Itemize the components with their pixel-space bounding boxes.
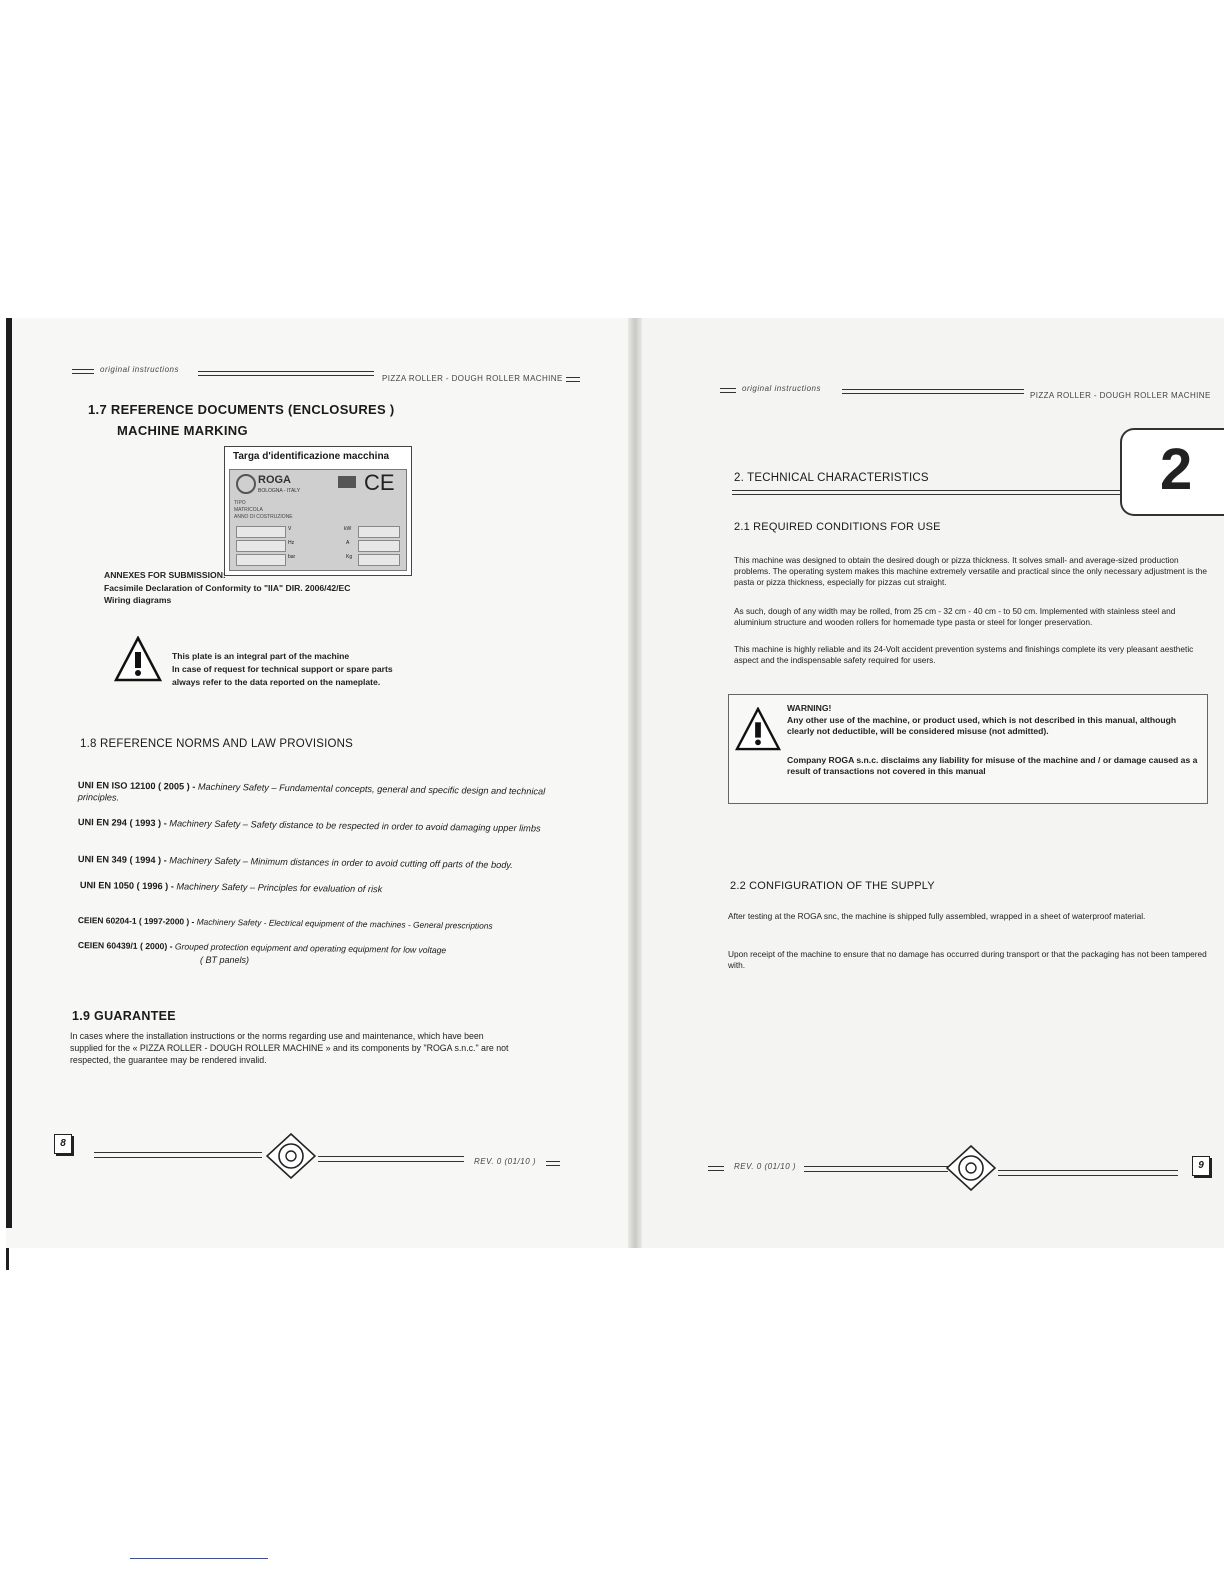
chapter-number: 2 [1160,437,1193,502]
annexes-title: ANNEXES FOR SUBMISSION: [104,570,226,580]
roga-logo-icon [266,1133,316,1179]
header-right-label: PIZZA ROLLER - DOUGH ROLLER MACHINE [382,374,563,383]
section-1-7-title: 1.7 REFERENCE DOCUMENTS (ENCLOSURES ) [88,402,395,417]
warning-box [728,694,1208,804]
footer-rule-mid [318,1156,464,1162]
footer-rule-left [94,1152,262,1158]
section-2-rule [732,490,1122,495]
warning-title: WARNING! [787,703,832,713]
supply-p1: After testing at the ROGA snc, the machine is shipped fully assembled, wrapped in a sheet of waterproof material. [728,911,1146,921]
nameplate-figure [224,446,412,576]
norm-code: UNI EN 1050 ( 1996 ) - [79,879,174,892]
roga-logo-icon [236,474,256,494]
plate-field-anno: ANNO DI COSTRUZIONE [234,514,293,520]
plate-cell [358,554,400,566]
footer-rule-start-r [708,1166,724,1171]
req-conditions-p3: This machine is highly reliable and its 24-Volt accident prevention systems and finishings complete its very pleasant aesthetic aspect and the indispensable safety required for users. [734,644,1194,665]
plate-unit-kw: kW [344,526,352,532]
warning-line-2: Company ROGA s.n.c. disclaims any liability for misuse of the machine and / or damage caused as a result of transactions not covered in this manual [787,755,1198,776]
guarantee-text: In cases where the installation instructions or the norms regarding use and maintenance, which have been supplied for the « PIZZA ROLLER - DOUGH ROLLER MACHINE » and its components by "ROGA s.n.c." are not respected, the guarantee may be rendered invalid. [70,1031,509,1065]
footer-rev-r: REV. 0 (01/10 ) [734,1162,797,1171]
book-gutter [628,318,642,1248]
norm-code: CEIEN 60439/1 ( 2000) - [77,939,173,952]
warning-triangle-icon [735,707,781,751]
norm-code: UNI EN 294 ( 1993 ) - [77,816,167,829]
section-2-title: 2. TECHNICAL CHARACTERISTICS [734,472,929,484]
plate-cell [236,540,286,552]
section-2-1-title: 2.1 REQUIRED CONDITIONS FOR USE [734,521,941,533]
footer-rule-end [546,1161,560,1166]
header-rule-mid-r [842,389,1024,394]
footer-rev: REV. 0 (01/10 ) [474,1157,537,1166]
norm-text: Machinery Safety - Electrical equipment of the machines - General prescriptions [196,916,493,931]
plate-unit-hz: Hz [288,540,295,546]
warning-triangle-icon [114,636,162,682]
roga-logo-icon [946,1145,996,1191]
supply-p2: Upon receipt of the machine to ensure that no damage has occurred during transport or that the packaging has not been tampered with. [728,949,1207,970]
norm-text: Grouped protection equipment and operating equipment for low voltage [174,941,447,956]
req-conditions-p1: This machine was designed to obtain the desired dough or pizza thickness. It solves small- and average-sized production problems. The operating system makes this machine extremely versatile and practical since the only necessary adjustment is the pasta or pizza thickness, especially for pizzas cut straight. [734,555,1207,587]
header-left-label-r: original instructions [742,384,821,393]
footer-rule-mid-r [804,1166,948,1172]
section-1-8-title: 1.8 REFERENCE NORMS AND LAW PROVISIONS [80,738,354,750]
nameplate-image [229,469,407,571]
flag-mark [338,476,356,488]
plate-unit-kg: Kg [346,554,353,560]
header-rule-mid [198,371,374,376]
scan-edge [6,318,12,1228]
header-rule-left-r [720,388,736,393]
plate-note-line-1: This plate is an integral part of the machine [172,651,350,661]
page-number-9: 9 [1192,1156,1210,1176]
header-right-label-r: PIZZA ROLLER - DOUGH ROLLER MACHINE [1030,391,1211,400]
plate-brand: ROGA [258,474,291,486]
warning-line-1: Any other use of the machine, or product used, which is not described in this manual, although clearly not deductible, will be considered misuse (not admitted). [787,715,1177,736]
plate-brand-sub: BOLOGNA - ITALY [258,488,301,494]
footer-rule-right-r [998,1170,1178,1176]
norm-item-6-cont: ( BT panels) [200,955,250,965]
plate-cell [236,554,286,566]
norm-code: CEIEN 60204-1 ( 1997-2000 ) - [77,914,195,927]
plate-cell [236,526,286,538]
annexes-line-2: Wiring diagrams [104,595,172,605]
plate-unit-v: V [288,526,292,532]
plate-cell [358,526,400,538]
page-number-8: 8 [54,1134,72,1154]
plate-cell [358,540,400,552]
section-1-9-title: 1.9 GUARANTEE [72,1009,176,1023]
norm-text: Machinery Safety – Fundamental concepts, general and specific design and technical principles. [77,781,546,803]
norm-code: UNI EN ISO 12100 ( 2005 ) - [77,779,196,792]
nameplate-title: Targa d'identificazione macchina [233,451,390,462]
link-underline [130,1558,268,1559]
annexes-line-1: Facsimile Declaration of Conformity to "IIA" DIR. 2006/42/EC [104,583,351,593]
norm-text: Machinery Safety – Principles for evaluation of risk [176,881,383,895]
plate-unit-a: A [346,540,350,546]
section-1-7-subtitle: MACHINE MARKING [117,423,248,438]
norm-text: Machinery Safety – Minimum distances in order to avoid cutting off parts of the body. [169,855,513,871]
req-conditions-p2: As such, dough of any width may be rolled, from 25 cm - 32 cm - 40 cm - to 50 cm. Implemented with stainless steel and aluminium structure and wooden rollers for homemade type pasta or steel for longer preservation. [734,606,1176,627]
plate-field-matricola: MATRICOLA [234,507,263,513]
scan-edge-tail [6,1248,9,1270]
plate-note-line-2: In case of request for technical support or spare parts [172,664,393,674]
chapter-tab [1120,428,1224,516]
ce-mark: CE [364,470,395,495]
header-rule-end [566,377,580,382]
norm-code: UNI EN 349 ( 1994 ) - [77,853,167,866]
plate-note-line-3: always refer to the data reported on the nameplate. [172,677,381,687]
plate-field-tipo: TIPO [234,500,246,506]
section-2-2-title: 2.2 CONFIGURATION OF THE SUPPLY [730,880,935,892]
header-left-label: original instructions [100,365,179,374]
plate-unit-bar: bar [288,554,296,560]
norm-text: Machinery Safety – Safety distance to be respected in order to avoid damaging upper limbs [169,818,541,834]
